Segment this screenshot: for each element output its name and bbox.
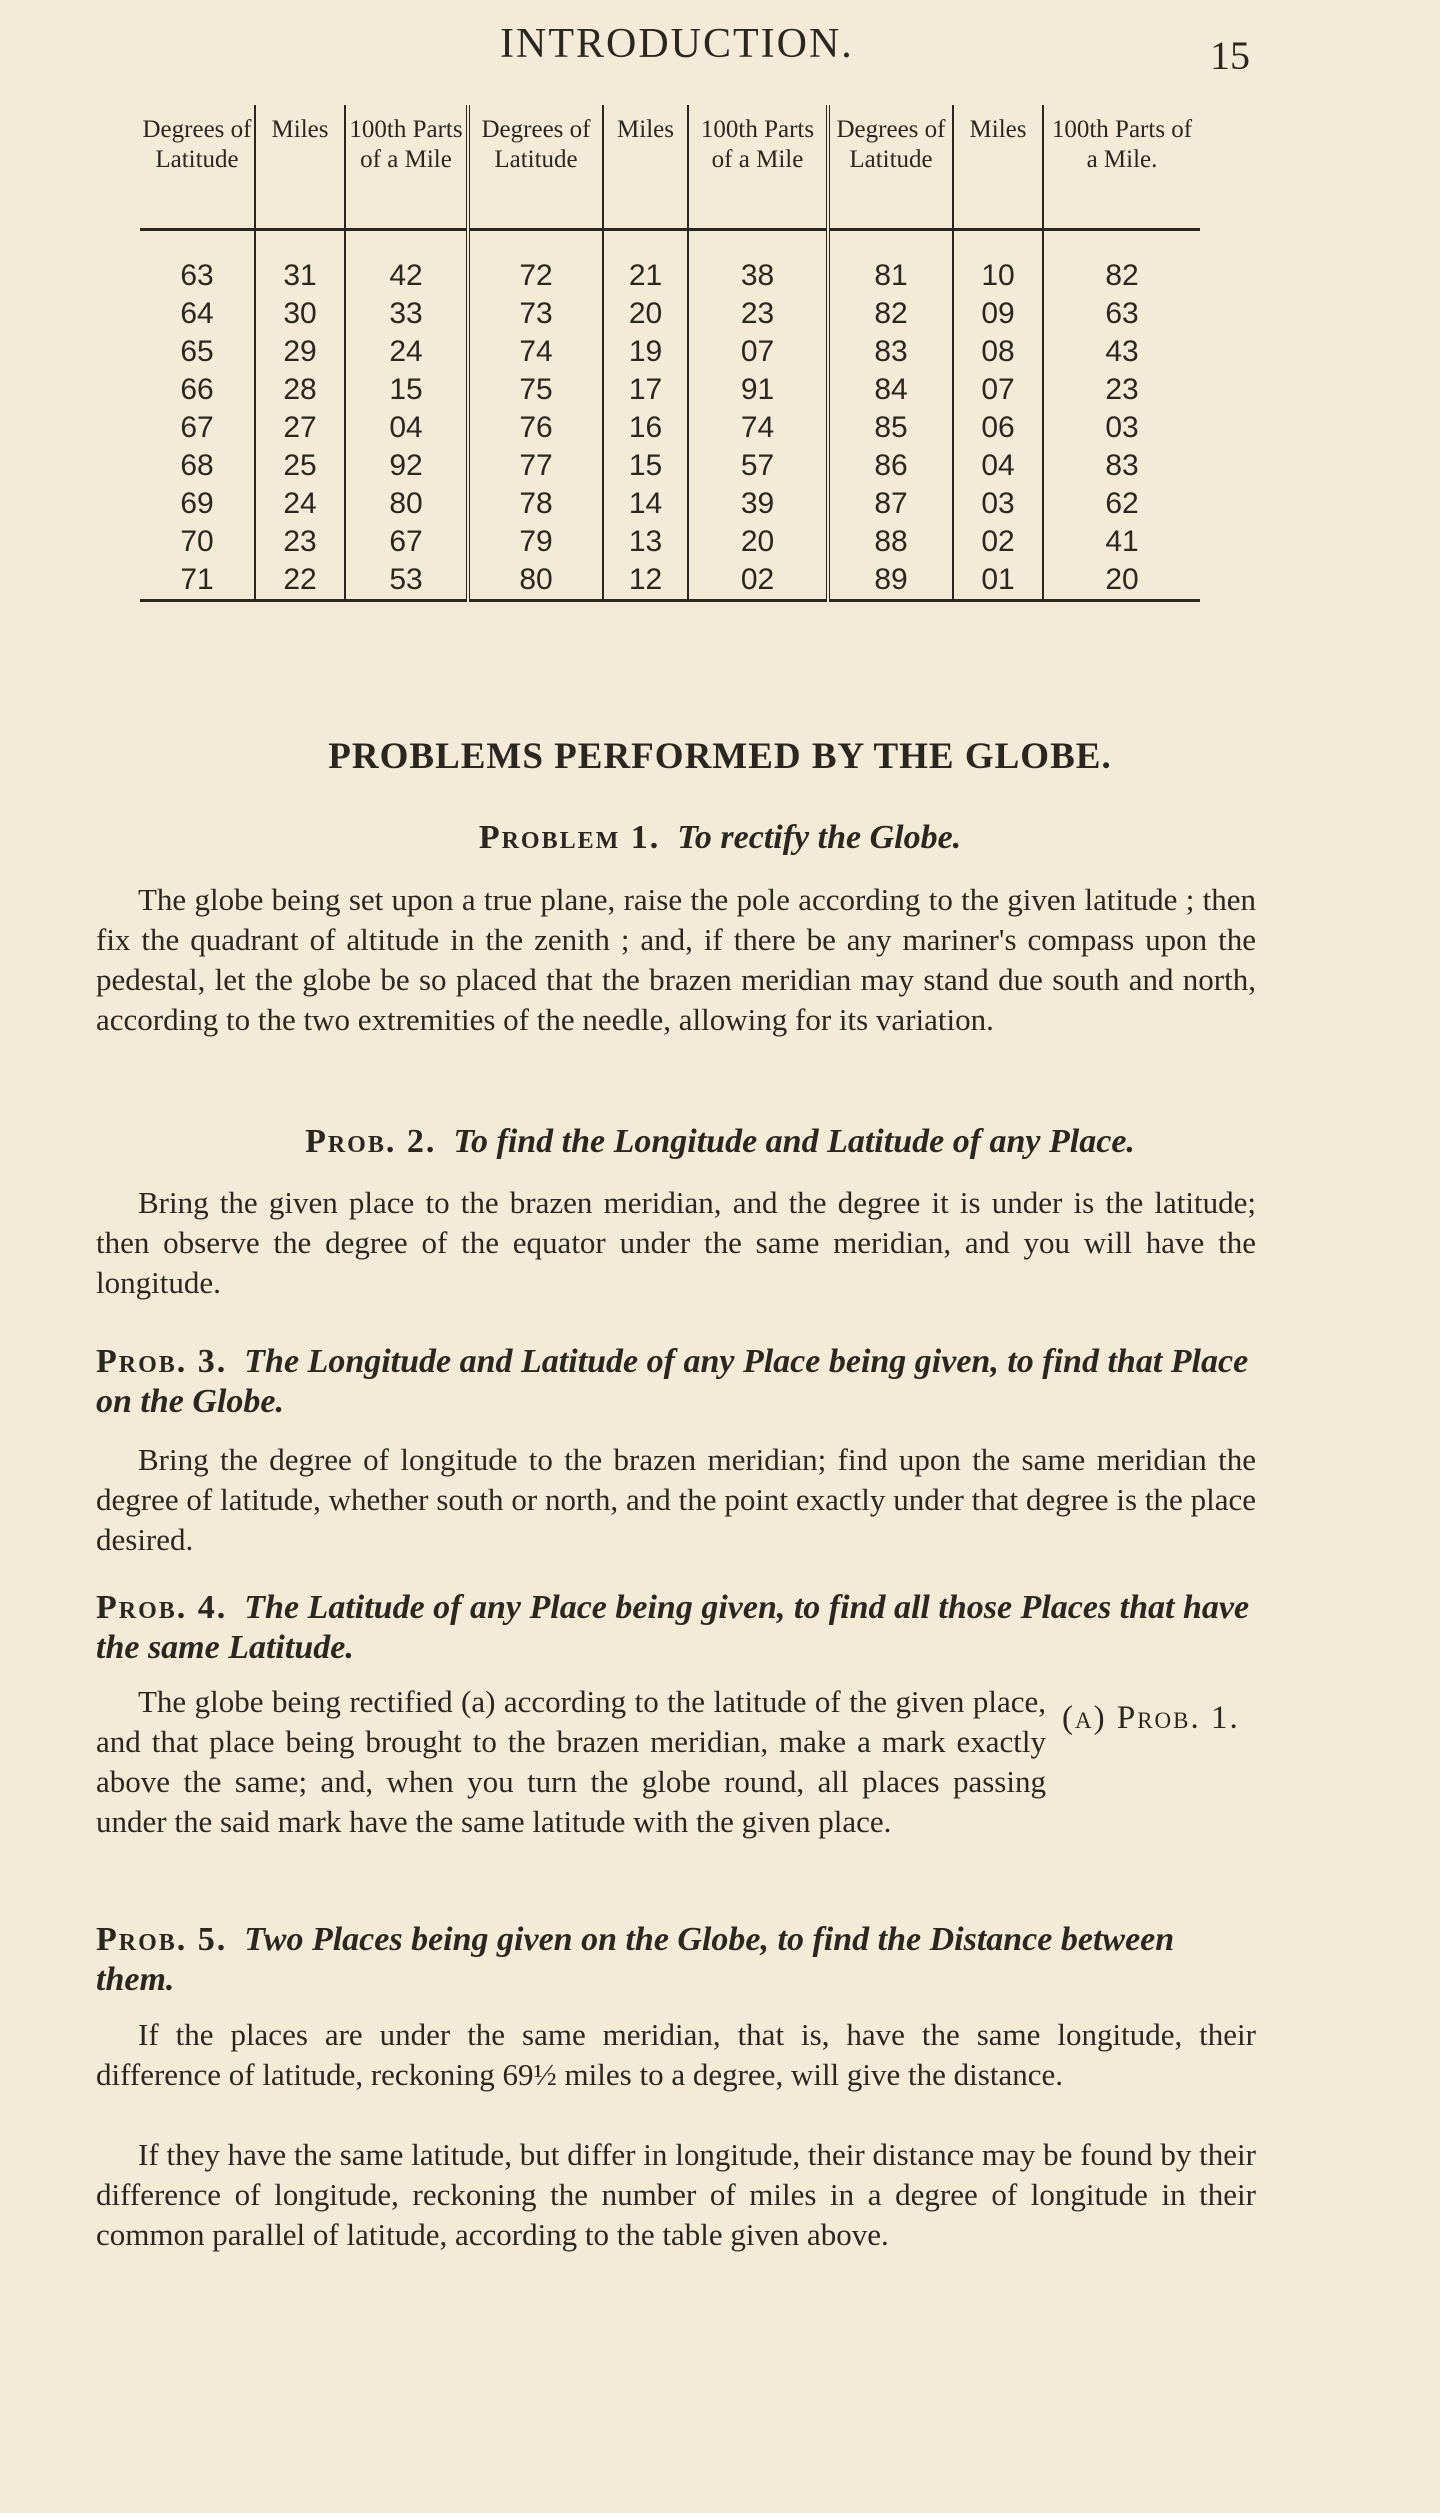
table-row [140,485,1200,523]
table-cell: 27 [255,409,345,447]
table-cell: 86 [828,447,953,485]
table-cell: 63 [1043,295,1200,333]
table-header-row [140,105,1200,230]
table-cell: 06 [953,409,1043,447]
table-cell: 09 [953,295,1043,333]
table-row [140,523,1200,561]
problem-heading: To find the Longitude and Latitude of any Place. [453,1123,1135,1160]
col-header: Miles [603,105,688,230]
margin-note: (a) Prob. 1. [1062,1700,1240,1736]
table-cell: 68 [180,449,214,482]
table-cell: 33 [345,295,468,333]
table-cell: 23 [1043,371,1200,409]
table-cell: 91 [688,371,828,409]
table-cell: 83 [828,333,953,371]
table-cell: 85 [828,409,953,447]
problem-3-title [96,1342,1256,1422]
table-cell: 42 [345,257,468,295]
section-heading: PROBLEMS PERFORMED BY THE GLOBE. [328,736,1112,777]
page-number: 15 [1210,33,1250,78]
col-header: Miles [953,105,1043,230]
table-cell: 83 [1043,447,1200,485]
table-row [140,295,1200,333]
table-cell: 53 [345,561,468,601]
table-body [140,230,1200,601]
table-cell: 24 [345,333,468,371]
table-cell: 02 [688,561,828,601]
table-cell: 79 [468,523,603,561]
table-cell: 10 [953,257,1043,295]
table-cell: 74 [688,409,828,447]
table-cell: 82 [828,295,953,333]
problem-1-title [0,818,1440,858]
table-row [140,409,1200,447]
col-header: 100th Parts of a Mile [345,105,468,230]
table-cell: 39 [688,485,828,523]
table-row [140,561,1200,601]
problem-label: Prob. 3. [96,1343,228,1380]
table-cell: 62 [1043,485,1200,523]
table-cell: 02 [953,523,1043,561]
table-cell: 80 [345,485,468,523]
table-cell: 69 [180,487,214,520]
table-cell: 76 [468,409,603,447]
table-cell: 77 [468,447,603,485]
table-cell: 20 [1043,561,1200,601]
table-cell: 20 [688,523,828,561]
problem-label: Prob. 4. [96,1589,228,1626]
problem-1-text: The globe being set upon a true plane, raise the pole according to the given latitude ; then fix the quadrant of altitude in the zenith ; and, if there be any mariner's compass upon the pedestal, let the globe be so placed that the brazen meridian may stand due south and north, according to the two extremities of the needle, allowing for its variation. [96,882,1256,1037]
table-cell: 23 [688,295,828,333]
table-cell: 72 [468,257,603,295]
table-cell: 04 [953,447,1043,485]
problem-label: Prob. 5. [96,1921,228,1958]
table-cell: 31 [255,257,345,295]
table-cell: 23 [255,523,345,561]
table-cell: 71 [140,561,255,601]
table-cell: 03 [1043,409,1200,447]
table-cell: 03 [953,485,1043,523]
table-cell: 92 [345,447,468,485]
table-cell: 13 [603,523,688,561]
col-header: 100th Parts of a Mile. [1043,105,1200,230]
table-cell: 22 [255,561,345,601]
table-cell: 84 [828,371,953,409]
problem-heading: Two Places being given on the Globe, to find the Distance between them. [96,1921,1175,1998]
table-cell: 74 [468,333,603,371]
table-cell: 29 [255,333,345,371]
table-cell: 78 [468,485,603,523]
table-cell: 20 [603,295,688,333]
col-header: Degrees of Latitude [468,105,603,230]
problem-2-text: Bring the given place to the brazen meridian, and the degree it is under is the latitude; then observe the degree of the equator under the same meridian, and you will have the longitude. [96,1185,1256,1300]
latitude-miles-table [140,105,1200,602]
table-row [140,371,1200,409]
table-cell: 89 [828,561,953,601]
table-cell: 41 [1043,523,1200,561]
table-cell: 24 [255,485,345,523]
table-row [140,257,1200,295]
problem-2-title [0,1122,1440,1162]
table-cell: 07 [688,333,828,371]
col-header: Miles [255,105,345,230]
table-cell: 73 [468,295,603,333]
running-head: INTRODUCTION. [500,21,854,67]
table-cell: 08 [953,333,1043,371]
col-header: 100th Parts of a Mile [688,105,828,230]
problem-label: Problem 1. [478,819,661,856]
table-cell: 88 [828,523,953,561]
problem-4-title [96,1588,1256,1668]
table-row [140,333,1200,371]
problem-heading: The Longitude and Latitude of any Place being given, to find that Place on the Globe. [96,1343,1249,1420]
table-cell: 16 [603,409,688,447]
table-cell: 17 [603,371,688,409]
table-cell: 30 [255,295,345,333]
problem-5-title [96,1920,1256,2000]
problem-heading: To rectify the Globe. [677,819,962,856]
table-cell: 04 [345,409,468,447]
problem-4-text: The globe being rectified (a) according to the latitude of the given place, and that place being brought to the brazen meridian, make a mark exactly above the same; and, when you turn the globe round, all places passing under the said mark have the same latitude with the given place. [96,1684,1046,1839]
problem-heading: The Latitude of any Place being given, to find all those Places that have the same Latitude. [96,1589,1250,1666]
table-row [140,447,1200,485]
table-cell: 80 [468,561,603,601]
table-cell: 15 [345,371,468,409]
table-cell: 70 [180,525,214,558]
table-cell: 65 [180,335,214,368]
problem-3-text: Bring the degree of longitude to the brazen meridian; find upon the same meridian the degree of latitude, whether south or north, and the point exactly under that degree is the place desired. [96,1442,1256,1557]
table-cell: 87 [828,485,953,523]
problem-5-text: If the places are under the same meridian, that is, have the same longitude, their difference of latitude, reckoning 69½ miles to a degree, will give the distance. [96,2017,1256,2092]
col-header: Degrees of Latitude [140,105,255,230]
table-cell: 01 [953,561,1043,601]
page-header [0,14,1440,78]
table-cell: 15 [603,447,688,485]
table-cell: 66 [180,373,214,406]
table-cell: 21 [603,257,688,295]
table-cell: 43 [1043,333,1200,371]
table-cell: 75 [468,371,603,409]
table-cell: 38 [688,257,828,295]
table-cell: 82 [1043,257,1200,295]
table-cell: 63 [180,259,214,292]
table-cell: 25 [255,447,345,485]
table-cell: 81 [828,257,953,295]
table-cell: 67 [345,523,468,561]
problem-5-text-2: If they have the same latitude, but differ in longitude, their distance may be found by their difference of longitude, reckoning the number of miles in a degree of longitude in their common parallel of latitude, according to the table given above. [96,2137,1256,2252]
table-cell: 28 [255,371,345,409]
table-cell: 64 [180,297,214,330]
problem-label: Prob. 2. [305,1123,437,1160]
table-cell: 57 [688,447,828,485]
table-cell: 07 [953,371,1043,409]
table-cell: 12 [603,561,688,601]
table-cell: 14 [603,485,688,523]
table-cell: 19 [603,333,688,371]
table-cell: 67 [180,411,214,444]
col-header: Degrees of Latitude [828,105,953,230]
